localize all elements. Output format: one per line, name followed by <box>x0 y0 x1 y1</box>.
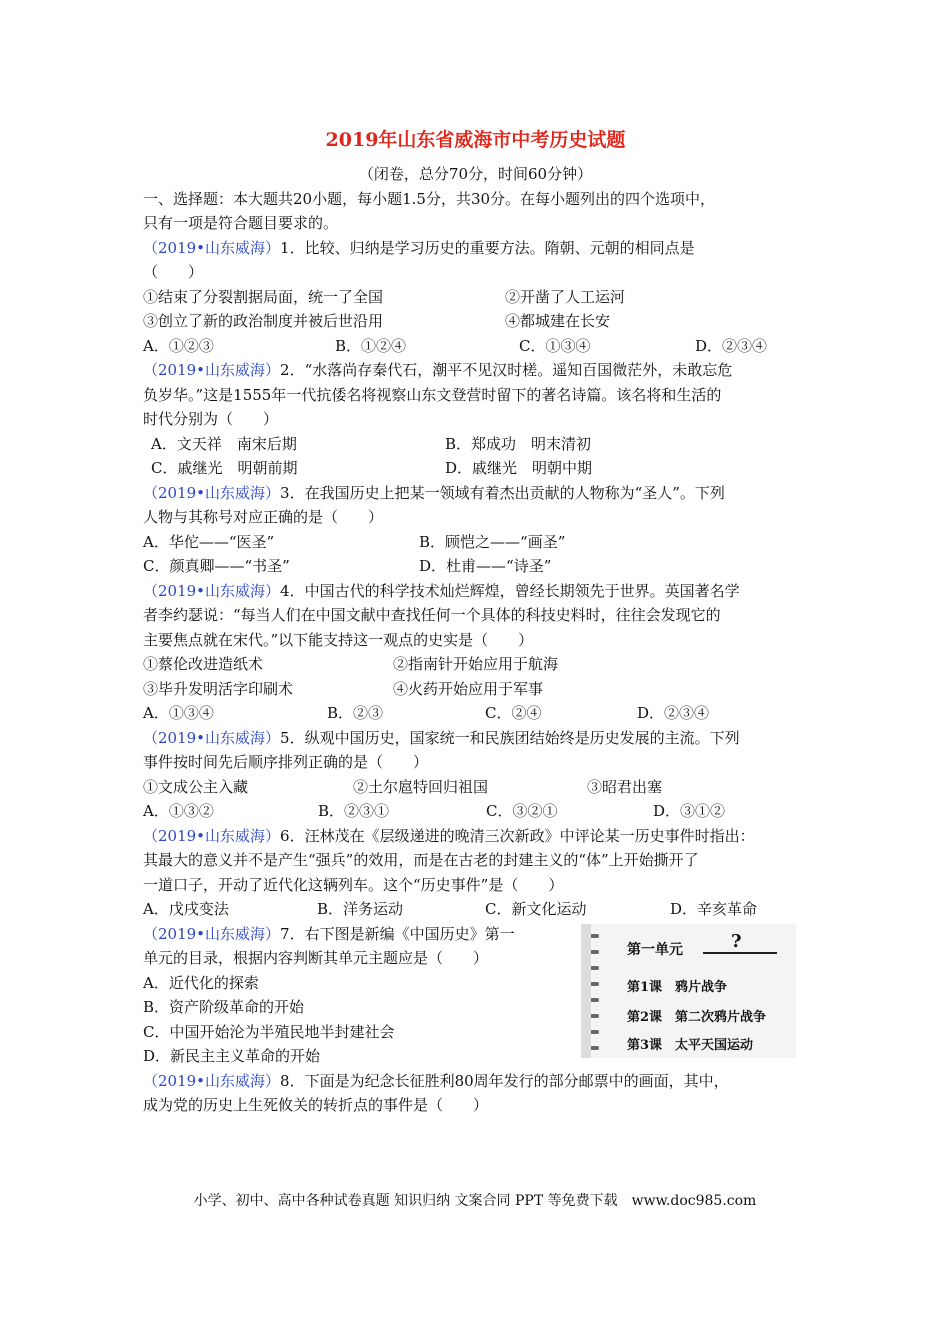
option: A．①②③ <box>143 336 214 355</box>
question-2-stem: （2019•山东威海）2．“水落尚存秦代石，潮平不见汉时槎。遥知百国微茫外，未敢忘危 <box>143 361 733 379</box>
option: A．近代化的探索 <box>143 973 259 992</box>
question-1-stem: （2019•山东威海）1．比较、归纳是学习历史的重要方法。隋朝、元朝的相同点是 <box>143 238 695 257</box>
option: B．资产阶级革命的开始 <box>143 998 305 1016</box>
statement-row <box>143 285 808 310</box>
options-row <box>143 897 808 922</box>
statement-item: ①蔡伦改进造纸术 <box>143 655 264 673</box>
page-title: 2019年山东省威海市中考历史试题 <box>325 129 626 151</box>
question-4-stem: 主要焦点就在宋代。”以下能支持这一观点的史实是（ ） <box>143 630 534 649</box>
question-7 <box>143 922 808 1069</box>
question-2-stem: 负岁华。”这是1555年一代抗倭名将视察山东文登营时留下的著名诗篇。该名将和生活的 <box>143 385 722 404</box>
option: C．②④ <box>485 704 542 722</box>
lesson-entry: 第3课 太平天国运动 <box>627 1037 754 1053</box>
source-tag: （2019•山东威海） <box>143 728 281 747</box>
question-3-stem: （2019•山东威海）3．在我国历史上把某一领域有着杰出贡献的人物称为“圣人”。下列 <box>143 483 725 502</box>
option: A．戊戌变法 <box>143 900 229 918</box>
option: B．②③ <box>327 704 384 722</box>
options-row <box>143 432 808 457</box>
question-4-stem: （2019•山东威海）4．中国古代的科学技术灿烂辉煌，曾经长期领先于世界。英国著名学 <box>143 581 740 600</box>
option: C．中国开始沦为半殖民地半封建社会 <box>143 1022 395 1041</box>
spiral-ring <box>587 934 599 938</box>
question-5-stem: （2019•山东威海）5．纵观中国历史，国家统一和民族团结始终是历史发展的主流。下列 <box>143 728 740 747</box>
lesson-entry: 第1课 鸦片战争 <box>627 979 728 995</box>
question-6-stem: 一道口子，开动了近代化这辆列车。这个“历史事件”是（ ） <box>143 875 564 894</box>
option: A．①③④ <box>143 704 214 722</box>
statement-item: ③毕升发明活字印刷术 <box>143 679 294 698</box>
statement-item: ③昭君出塞 <box>587 777 663 796</box>
source-tag: （2019•山东威海） <box>143 238 281 257</box>
option: B．①②④ <box>335 336 407 355</box>
unit-heading: 第一单元 <box>627 941 683 958</box>
exam-subtitle: （闭卷，总分70分，时间60分钟） <box>358 165 593 183</box>
spiral-ring <box>587 1046 599 1050</box>
question-7-stem: 单元的目录，根据内容判断其单元主题应是（ ） <box>143 949 489 967</box>
statement-item: ③创立了新的政治制度并被后世沿用 <box>143 312 384 330</box>
option: B．洋务运动 <box>317 900 404 918</box>
option: C．①③④ <box>519 336 591 355</box>
statement-item: ④火药开始应用于军事 <box>393 679 544 698</box>
options-row <box>143 554 808 579</box>
statement-item: ②指南针开始应用于航海 <box>393 655 559 673</box>
option: C．戚继光 明朝前期 <box>151 459 298 477</box>
statement-item: ②开凿了人工运河 <box>505 287 626 306</box>
source-tag: （2019•山东威海） <box>143 581 281 600</box>
question-1-stem: （ ） <box>143 263 204 281</box>
source-tag: （2019•山东威海） <box>143 483 281 502</box>
spiral-ring <box>587 982 599 986</box>
option: B．顾恺之——“画圣” <box>419 532 566 551</box>
question-7-stem: （2019•山东威海）7．右下图是新编《中国历史》第一 <box>143 924 515 943</box>
options-row <box>143 456 808 481</box>
source-tag: （2019•山东威海） <box>143 1071 281 1090</box>
option: D．③①② <box>653 802 726 820</box>
option: D．新民主主义革命的开始 <box>143 1047 321 1065</box>
spiral-ring <box>587 966 599 970</box>
question-5-stem: 事件按时间先后顺序排列正确的是（ ） <box>143 753 429 771</box>
option: D．辛亥革命 <box>670 900 758 918</box>
statement-item: ②土尔扈特回归祖国 <box>353 777 489 796</box>
spiral-ring <box>587 1030 599 1034</box>
option: B．②③① <box>318 802 390 820</box>
question-6-stem: （2019•山东威海）6．汪林茂在《层级递进的晚清三次新政》中评论某一历史事件时指出： <box>143 826 755 845</box>
option: D．②③④ <box>637 704 710 722</box>
exam-page <box>143 126 808 1118</box>
options-row <box>143 701 808 726</box>
statement-row <box>143 309 808 334</box>
question-8-stem: （2019•山东威海）8．下面是为纪念长征胜利80周年发行的部分邮票中的画面，其中， <box>143 1071 729 1090</box>
options-row <box>143 530 808 555</box>
instructions-line: 只有一项是符合题目要求的。 <box>143 214 339 232</box>
source-tag: （2019•山东威海） <box>143 826 281 845</box>
option: A．①③② <box>143 802 214 820</box>
statement-item: ①结束了分裂割据局面，统一了全国 <box>143 287 384 306</box>
option: C．③②① <box>486 802 558 820</box>
option: C．新文化运动 <box>485 900 587 918</box>
source-tag: （2019•山东威海） <box>143 924 281 943</box>
statement-row <box>143 775 808 800</box>
lesson-entry: 第2课 第二次鸦片战争 <box>627 1009 767 1025</box>
unit-question-mark: ? <box>731 930 742 952</box>
spiral-ring <box>587 950 599 954</box>
question-6-stem: 其最大的意义并不是产生“强兵”的效用，而是在古老的封建主义的“体”上开始撕开了 <box>143 851 699 869</box>
options-row <box>143 334 808 359</box>
option: A．华佗——“医圣” <box>143 532 275 551</box>
option: A．文天祥 南宋后期 <box>151 434 297 453</box>
spiral-ring <box>587 1014 599 1018</box>
option: C．颜真卿——“书圣” <box>143 557 290 575</box>
option: D．②③④ <box>695 336 768 355</box>
spiral-ring <box>587 998 599 1002</box>
option: B．郑成功 明末清初 <box>445 434 592 453</box>
source-tag: （2019•山东威海） <box>143 361 281 379</box>
statement-row <box>143 677 808 702</box>
option: D．杜甫——“诗圣” <box>419 557 552 575</box>
statement-item: ①文成公主入藏 <box>143 777 249 796</box>
option: D．戚继光 明朝中期 <box>445 459 593 477</box>
statement-row <box>143 652 808 677</box>
question-8-stem: 成为党的历史上生死攸关的转折点的事件是（ ） <box>143 1096 489 1114</box>
statement-item: ④都城建在长安 <box>505 312 611 330</box>
question-3-stem: 人物与其称号对应正确的是（ ） <box>143 508 384 526</box>
instructions-line: 一、选择题：本大题共20小题，每小题1.5分，共30分。在每小题列出的四个选项中， <box>143 189 716 208</box>
question-4-stem: 者李约瑟说：“每当人们在中国文献中查找任何一个具体的科技史料时，往往会发现它的 <box>143 606 721 624</box>
page-footer: 小学、初中、高中各种试卷真题 知识归纳 文案合同 PPT 等免费下载 www.doc985.com <box>193 1193 757 1209</box>
question-2-stem: 时代分别为（ ） <box>143 410 279 428</box>
textbook-contents-image <box>581 924 796 1058</box>
options-row <box>143 799 808 824</box>
